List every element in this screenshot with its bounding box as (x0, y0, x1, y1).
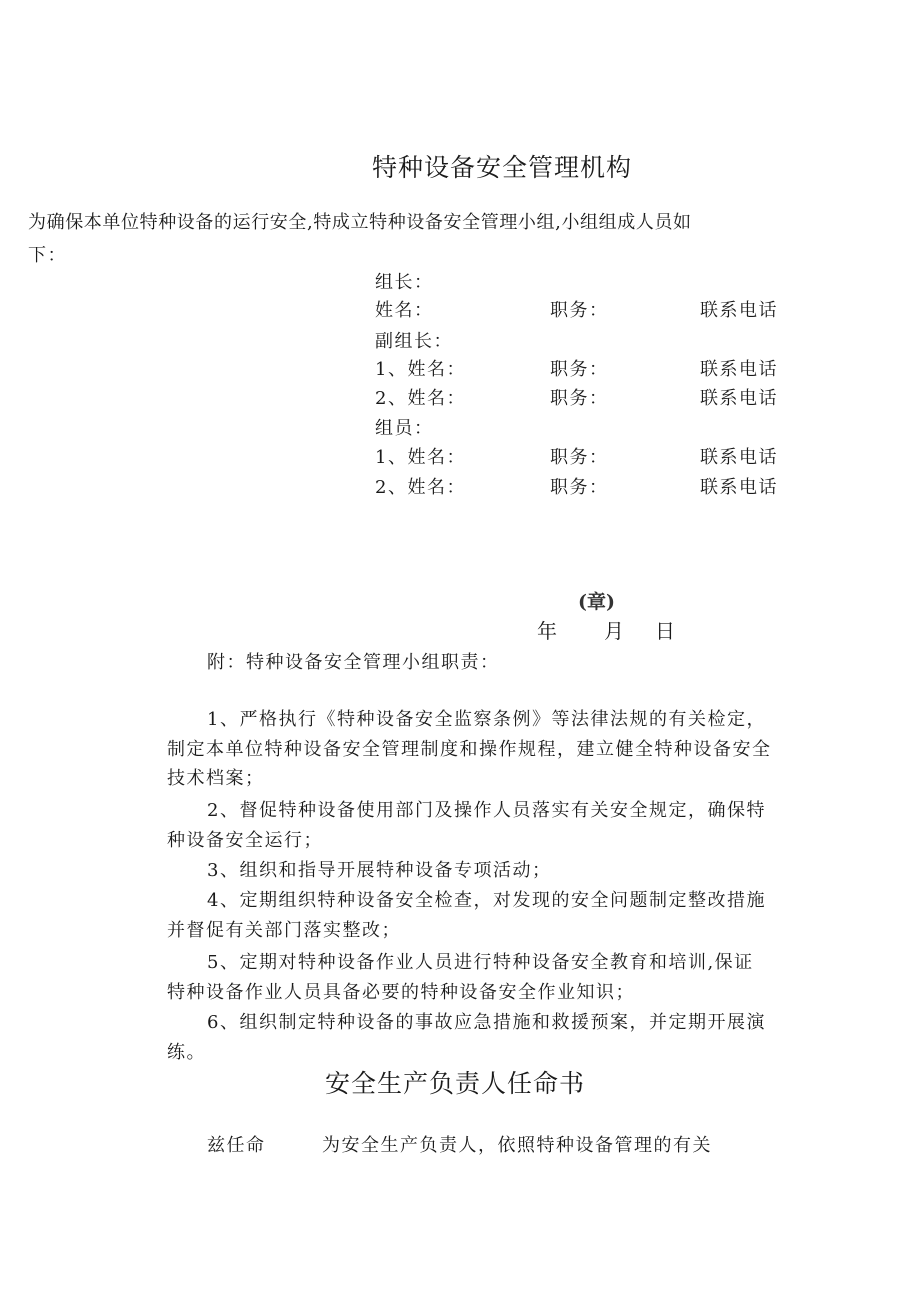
appendix-heading: 附：特种设备安全管理小组职责： (207, 652, 500, 673)
deputy-1-post-label: 职务： (550, 359, 609, 380)
duty-line: 练。 (167, 1042, 206, 1063)
leader-name-label: 姓名： (375, 300, 434, 321)
deputy-2-post-label: 职务： (550, 388, 609, 409)
leader-heading: 组长： (375, 272, 434, 293)
member-2-name-label: 2、姓名： (375, 477, 466, 498)
date-year: 年 (537, 619, 557, 643)
deputy-2-phone-label: 联系电话 (700, 388, 778, 409)
page-title: 特种设备安全管理机构 (372, 153, 633, 182)
deputy-1-phone-label: 联系电话 (700, 359, 778, 380)
appointment-text: 为安全生产负责人，依照特种设备管理的有关 (322, 1135, 712, 1156)
member-2-post-label: 职务： (550, 477, 609, 498)
appointment-title: 安全生产负责人任命书 (325, 1069, 586, 1098)
member-2-phone-label: 联系电话 (700, 477, 778, 498)
deputy-1-name-label: 1、姓名： (375, 359, 466, 380)
member-heading: 组员： (375, 418, 434, 439)
appointment-lead: 兹任命 (207, 1135, 266, 1156)
leader-post-label: 职务： (550, 300, 609, 321)
deputy-heading: 副组长： (375, 331, 453, 352)
duty-line: 并督促有关部门落实整改； (167, 920, 401, 941)
duty-line: 制定本单位特种设备安全管理制度和操作规程，建立健全特种设备安全 (167, 739, 772, 760)
duty-line: 技术档案； (167, 768, 265, 789)
duty-line: 6、组织制定特种设备的事故应急措施和救援预案，并定期开展演 (207, 1012, 766, 1033)
member-1-name-label: 1、姓名： (375, 447, 466, 468)
duty-line: 特种设备作业人员具备必要的特种设备安全作业知识； (167, 982, 635, 1003)
seal-mark: (章) (578, 591, 615, 613)
member-1-post-label: 职务： (550, 447, 609, 468)
duty-line: 5、定期对特种设备作业人员进行特种设备安全教育和培训,保证 (207, 952, 754, 973)
duty-line: 1、严格执行《特种设备安全监察条例》等法律法规的有关检定， (207, 709, 766, 730)
member-1-phone-label: 联系电话 (700, 447, 778, 468)
deputy-2-name-label: 2、姓名： (375, 388, 466, 409)
duty-line: 种设备安全运行； (167, 830, 323, 851)
date-month: 月 (604, 619, 624, 643)
leader-phone-label: 联系电话 (700, 300, 778, 321)
duty-line: 4、定期组织特种设备安全检查，对发现的安全问题制定整改措施 (207, 890, 766, 911)
duty-line: 2、督促特种设备使用部门及操作人员落实有关安全规定，确保特 (207, 800, 766, 821)
intro-line-2: 下： (28, 245, 67, 266)
duty-line: 3、组织和指导开展特种设备专项活动； (207, 860, 552, 881)
intro-line-1: 为确保本单位特种设备的运行安全,特成立特种设备安全管理小组,小组组成人员如 (28, 212, 692, 233)
date-day: 日 (655, 619, 675, 643)
